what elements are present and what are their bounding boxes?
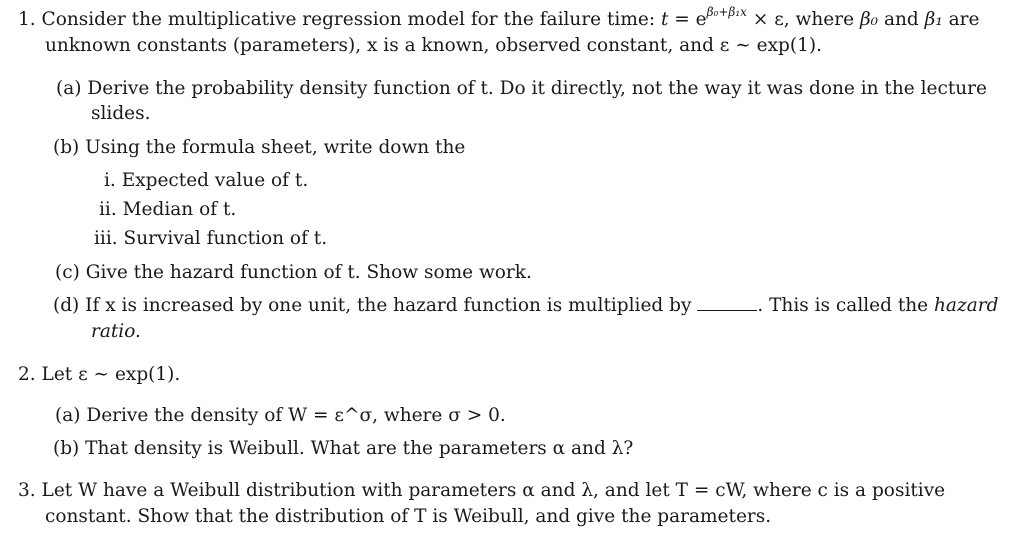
part-text-1d: If x is increased by one unit, the hazard function is multiplied by [85, 295, 692, 316]
answer-blank [697, 296, 757, 311]
problem-2-intro [18, 364, 180, 386]
part-text-2a: Derive the density of W = ε^σ, where σ > 0. [86, 405, 506, 426]
problem-1d-line-1 [53, 295, 999, 317]
problem-1a-line-1 [56, 78, 987, 100]
problem-1-line-2: unknown constants (parameters), x is a known, observed constant, and ε ∼ exp(1). [45, 35, 822, 56]
formula-eq: = e [668, 9, 707, 30]
part-text-1b: Using the formula sheet, write down the [85, 137, 466, 158]
problem-1b [53, 137, 465, 159]
part-label-1c: (c) [55, 262, 80, 283]
subitem-1bi [104, 170, 308, 192]
subitem-label: ii. [99, 199, 117, 220]
problem-2b [53, 438, 633, 460]
beta1: β₁ [924, 9, 943, 30]
part-label-1a: (a) [56, 78, 82, 99]
hazard-term: hazard [934, 295, 999, 316]
part-label-2a: (a) [55, 405, 81, 426]
problem-3-line-2: constant. Show that the distribution of T is Weibull, and give the parameters. [45, 506, 772, 527]
subitem-text: Median of t. [122, 199, 237, 220]
problem-1-number: 1. [18, 9, 36, 30]
problem-3-line-1 [18, 480, 945, 502]
part-label-2b: (b) [53, 438, 80, 459]
part-label-1b: (b) [53, 137, 80, 158]
are-text: are [942, 9, 980, 30]
problem-2a [55, 405, 506, 427]
part-label-1d: (d) [53, 295, 80, 316]
subitem-text: Expected value of t. [121, 170, 309, 191]
part-text-1c: Give the hazard function of t. Show some work. [85, 262, 532, 283]
problem-2-text: Let ε ∼ exp(1). [41, 364, 181, 385]
problem-1d-line-2 [91, 321, 141, 343]
and-text: and [878, 9, 925, 30]
formula-t: t [660, 9, 669, 30]
problem-1a-line-2: slides. [91, 103, 151, 124]
problem-2-number: 2. [18, 364, 36, 385]
part-text-1d-post: . This is called the [757, 295, 929, 316]
problem-1c [55, 262, 532, 284]
problem-1-intro: Consider the multiplicative regression model for the failure time: [41, 9, 656, 30]
part-text-1a: Derive the probability density function of t. Do it directly, not the way it was done in the lecture [87, 78, 987, 99]
subitem-text: Survival function of t. [123, 228, 328, 249]
ratio-term: ratio. [91, 321, 141, 342]
subitem-1bii [99, 199, 236, 221]
subitem-label: i. [104, 170, 116, 191]
formula-exponent: β₀+β₁x [706, 4, 747, 19]
formula-times: × ε, where [746, 9, 860, 30]
problem-3-text: Let W have a Weibull distribution with parameters α and λ, and let T = cW, where c is a positive [41, 480, 946, 501]
beta0: β₀ [859, 9, 879, 30]
part-text-2b: That density is Weibull. What are the parameters α and λ? [85, 438, 634, 459]
problem-1-line-1 [18, 4, 980, 31]
problem-3-number: 3. [18, 480, 36, 501]
subitem-1biii [94, 228, 327, 250]
subitem-label: iii. [94, 228, 118, 249]
